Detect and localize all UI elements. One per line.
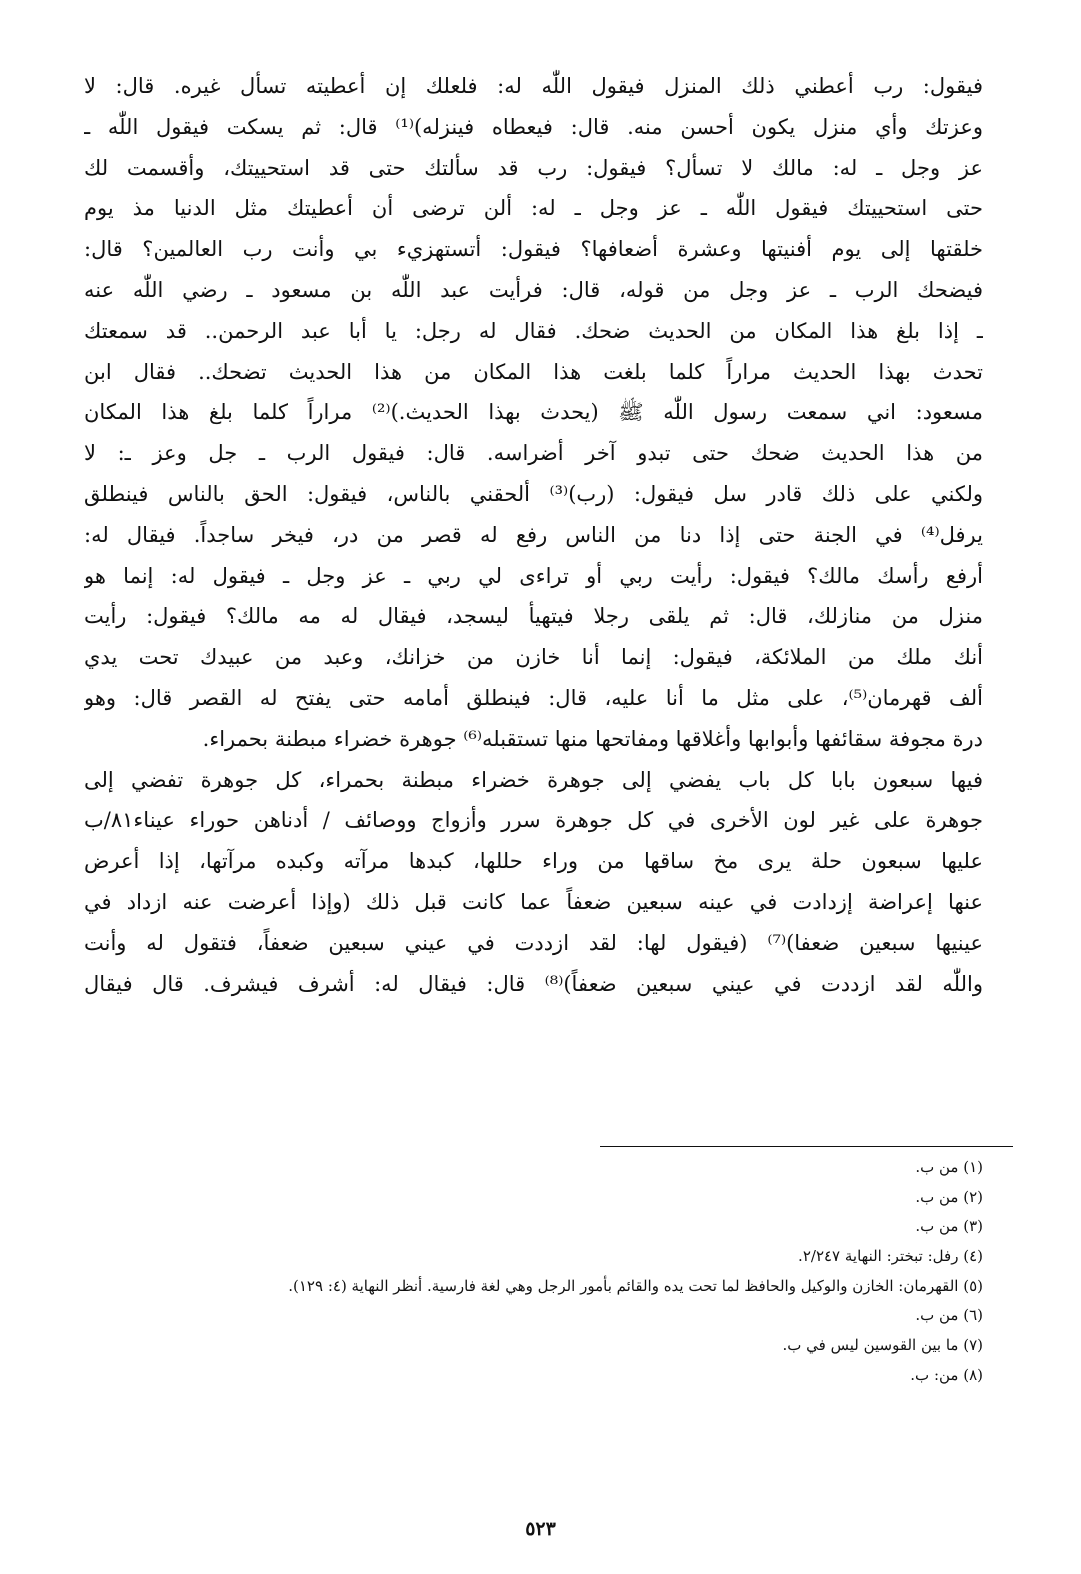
text-line: عز وجل ـ له: مالك لا تسأل؟ فيقول: رب قد سألتك حتى قد استحييتك، وأقسمت لك	[84, 155, 983, 180]
footnote: (٤) رفل: تبختر: النهاية ٢/٢٤٧.	[798, 1247, 983, 1266]
text-line: منزل من منازلك، قال: ثم يلقى رجلا فيتهيأ ليسجد، فيقال له مه مالك؟ فيقول: رأيت	[84, 604, 983, 629]
text-line: درة مجوفة سقائفها وأبوابها وأغلاقها ومفاتحها منها تستقبله⁽⁶⁾ جوهرة خضراء مبطنة بحمراء.	[202, 726, 983, 751]
footnote: (٨) من: ب.	[910, 1365, 983, 1384]
text-line: فيها سبعون بابا كل باب يفضي إلى جوهرة خضراء مبطنة بحمراء، كل جوهرة تفضي إلى	[84, 767, 983, 792]
main-text	[84, 66, 983, 1004]
text-line: خلقتها إلى يوم أفنيتها وعشرة أضعافها؟ فيقول: أتستهزيء بي وأنت رب العالمين؟ قال:	[84, 237, 983, 262]
text-line: أرفع رأسك مالك؟ فيقول: رأيت ربي أو تراءى لي ربي ـ عز وجل ـ فيقول له: إنما هو	[84, 563, 983, 588]
text-line: عليها سبعون حلة يرى مخ ساقها من وراء حللها، كبدها مرآته وكبده مرآتها، إذا أعرض	[84, 849, 983, 874]
text-line: عنها إعراضة إزدادت في عينه سبعين ضعفاً عما كانت قبل ذلك (وإذا أعرضت عنه ازداد في	[84, 889, 983, 914]
footnote: (٥) القهرمان: الخازن والوكيل والحافظ لما تحت يده والقائم بأمور الرجل وهي لغة فارسية. أنظر النهاية (٤: ١٢٩).	[288, 1276, 983, 1295]
text-line: حتى استحييتك فيقول اللّٰه ـ عز وجل ـ له: ألن ترضى أن أعطيتك مثل الدنيا مذ يوم	[84, 196, 983, 221]
footnotes	[84, 1153, 983, 1391]
footnote: (٧) ما بين القوسين ليس في ب.	[782, 1336, 983, 1355]
footnote: (٦) من ب.	[915, 1306, 983, 1325]
footnote: (١) من ب.	[915, 1158, 983, 1176]
text-line: فيقول: رب أعطني ذلك المنزل فيقول اللّٰه له: فلعلك إن أعطيته تسأل غيره. قال: لا	[84, 74, 983, 98]
text-line: جوهرة على غير لون الأخرى في كل جوهرة سرر وأزواج ووصائف / أدناهن حوراء عيناء٨١/ب	[84, 808, 983, 833]
footnote: (٢) من ب.	[915, 1187, 983, 1206]
text-line: ألف قهرمان⁽⁵⁾، على مثل ما أنا عليه، قال: فينطلق أمامه حتى يفتح له القصر قال: وهو	[84, 685, 983, 710]
text-line: عينيها سبعين ضعفا)⁽⁷⁾ (فيقول لها: لقد ازددت في عيني سبعين ضعفاً، فتقول له وأنت	[84, 930, 983, 955]
text-line: واللّٰه لقد ازددت في عيني سبعين ضعفاً)⁽⁸⁾ قال: فيقال له: أشرف فيشرف. قال فيقال	[84, 971, 983, 996]
page-number: ٥٢٣	[525, 1518, 556, 1540]
text-line: أنك ملك من الملائكة، فيقول: إنما أنا خازن من خزانك، وعبد من عبيدك تحت يدي	[84, 645, 983, 670]
text-line: وعزتك وأي منزل يكون أحسن منه. قال: فيعطاه فينزله)⁽¹⁾ قال: ثم يسكت فيقول اللّٰه ـ	[84, 114, 983, 139]
text-line: مسعود: اني سمعت رسول اللّٰه ﷺ (يحدث بهذا الحديث.)⁽²⁾ مراراً كلما بلغ هذا المكان	[84, 400, 983, 425]
text-line: ولكني على ذلك قادر سل فيقول: (رب)⁽³⁾ ألحقني بالناس، فيقول: الحق بالناس فينطلق	[84, 481, 983, 506]
footnote-separator	[600, 1146, 1013, 1147]
text-line: تحدث بهذا الحديث مراراً كلما بلغت هذا المكان من هذا الحديث تضحك.. فقال ابن	[84, 359, 983, 384]
text-line: من هذا الحديث ضحك حتى تبدو آخر أضراسه. قال: فيقول الرب ـ جل وعز ـ: لا	[84, 441, 983, 466]
text-line: فيضحك الرب ـ عز وجل من قوله، قال: فرأيت عبد اللّٰه بن مسعود ـ رضي اللّٰه عنه	[84, 277, 983, 302]
text-line: يرفل⁽⁴⁾ في الجنة حتى إذا دنا من الناس رفع له قصر من در، فيخر ساجداً. فيقال له:	[84, 522, 983, 547]
footnote: (٣) من ب.	[915, 1217, 983, 1236]
text-line: ـ إذا بلغ هذا المكان من الحديث ضحك. فقال له رجل: يا أبا عبد الرحمن.. قد سمعتك	[84, 318, 983, 343]
